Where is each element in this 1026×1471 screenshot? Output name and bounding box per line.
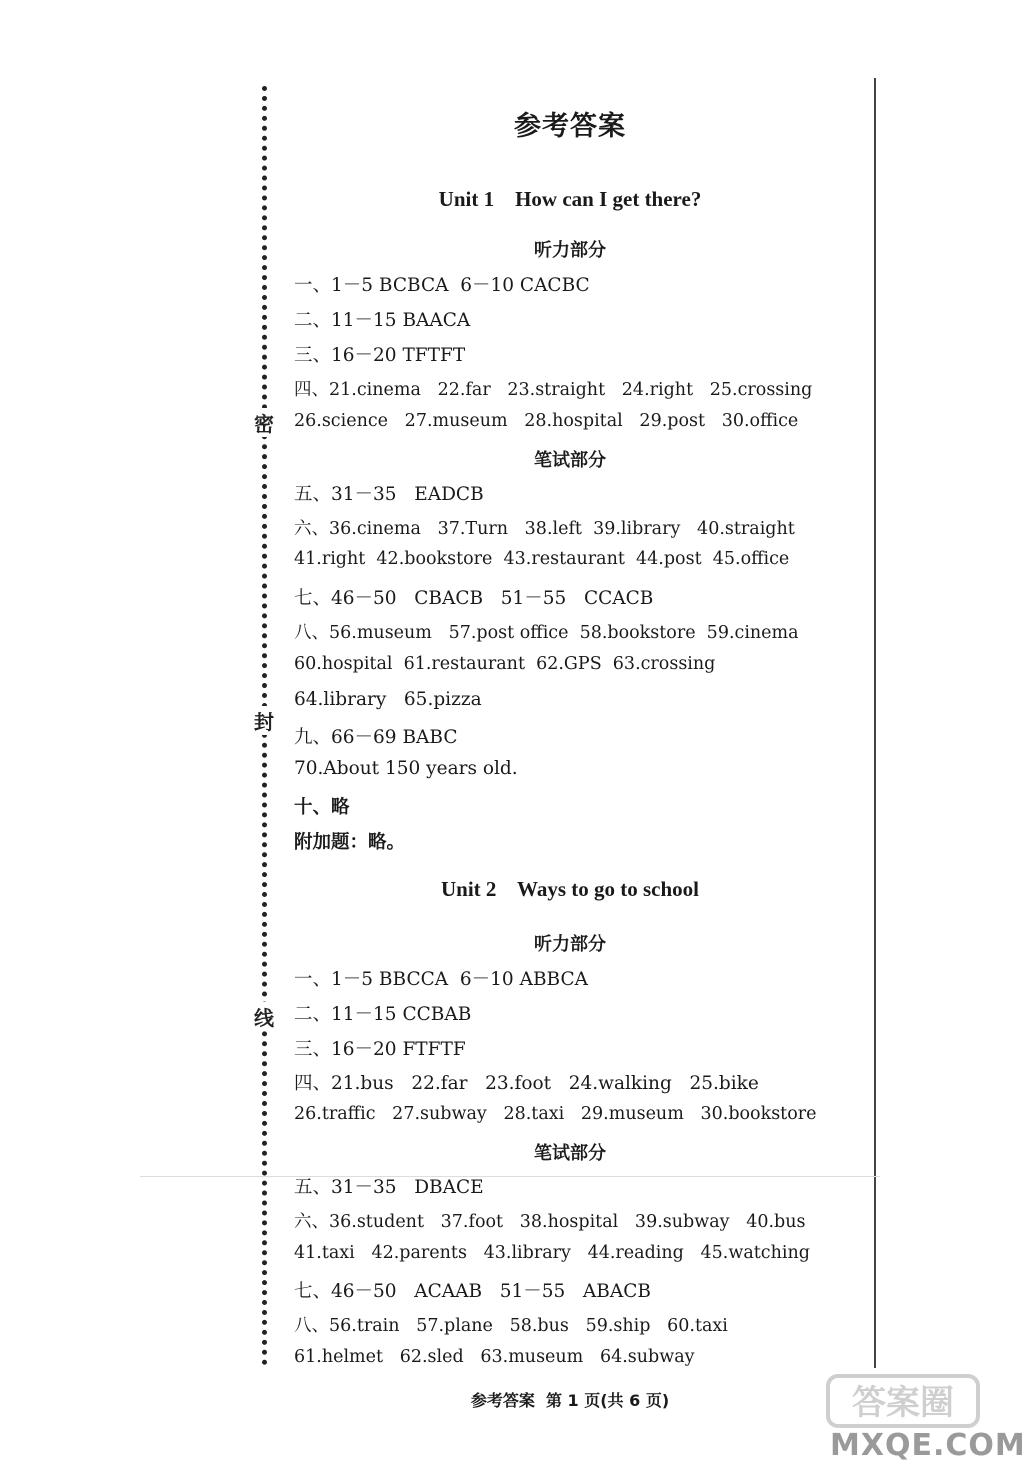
seal-char-mi: 密 [250, 408, 278, 437]
answer-line: 60.hospital 61.restaurant 62.GPS 63.crossing [294, 654, 716, 674]
unit1-written-heading: 笔试部分 [534, 450, 606, 471]
answer-line: 附加题：略。 [294, 832, 406, 853]
page-title: 参考答案 [514, 111, 626, 142]
answer-line: 70.About 150 years old. [294, 758, 518, 779]
answer-line: 三、16－20 FTFTF [294, 1039, 466, 1060]
answer-line: 八、56.train 57.plane 58.bus 59.ship 60.taxi [294, 1316, 728, 1336]
answer-line: 41.taxi 42.parents 43.library 44.reading 45.watching [294, 1243, 810, 1263]
answer-line: 四、21.cinema 22.far 23.straight 24.right 25.crossing [294, 380, 813, 400]
unit2-heading: Unit 2 Ways to go to school [440, 877, 700, 901]
unit2-written-heading: 笔试部分 [534, 1143, 606, 1164]
fold-line [140, 1176, 880, 1177]
unit1-listening-heading: 听力部分 [534, 240, 606, 261]
answer-line: 二、11－15 BAACA [294, 310, 471, 331]
answer-line: 61.helmet 62.sled 63.museum 64.subway [294, 1347, 695, 1367]
seal-char-feng: 封 [250, 706, 278, 735]
answer-line: 四、21.bus 22.far 23.foot 24.walking 25.bike [294, 1073, 759, 1094]
watermark-logo-text: 答案圈 [852, 1383, 954, 1423]
answer-line: 八、56.museum 57.post office 58.bookstore 59.cinema [294, 623, 799, 643]
answer-line: 七、46－50 ACAAB 51－55 ABACB [294, 1281, 651, 1302]
unit2-listening-heading: 听力部分 [534, 934, 606, 955]
answer-line: 十、略 [294, 797, 350, 818]
answer-line: 三、16－20 TFTFT [294, 345, 466, 366]
answer-line: 五、31－35 EADCB [294, 484, 484, 505]
page-footer: 参考答案 第 1 页(共 6 页) [470, 1391, 670, 1410]
watermark-text: MXQE.COM [830, 1428, 1026, 1463]
answer-line: 41.right 42.bookstore 43.restaurant 44.post 45.office [294, 549, 790, 569]
answer-line: 六、36.cinema 37.Turn 38.left 39.library 40.straight [294, 519, 795, 539]
answer-line: 五、31－35 DBACE [294, 1177, 484, 1198]
answer-line: 一、1－5 BCBCA 6－10 CACBC [294, 275, 590, 296]
column-rule [874, 78, 876, 1368]
unit1-heading: Unit 1 How can I get there? [438, 187, 702, 211]
answer-line: 九、66－69 BABC [294, 727, 458, 748]
answer-line: 六、36.student 37.foot 38.hospital 39.subway 40.bus [294, 1212, 806, 1232]
answer-line: 一、1－5 BBCCA 6－10 ABBCA [294, 969, 588, 990]
answer-line: 26.science 27.museum 28.hospital 29.post 30.office [294, 411, 799, 431]
answer-line: 七、46－50 CBACB 51－55 CCACB [294, 588, 654, 609]
seal-char-xian: 线 [250, 1002, 278, 1031]
answer-line: 二、11－15 CCBAB [294, 1004, 472, 1025]
answer-line: 64.library 65.pizza [294, 689, 482, 710]
answer-line: 26.traffic 27.subway 28.taxi 29.museum 30.bookstore [294, 1104, 817, 1124]
